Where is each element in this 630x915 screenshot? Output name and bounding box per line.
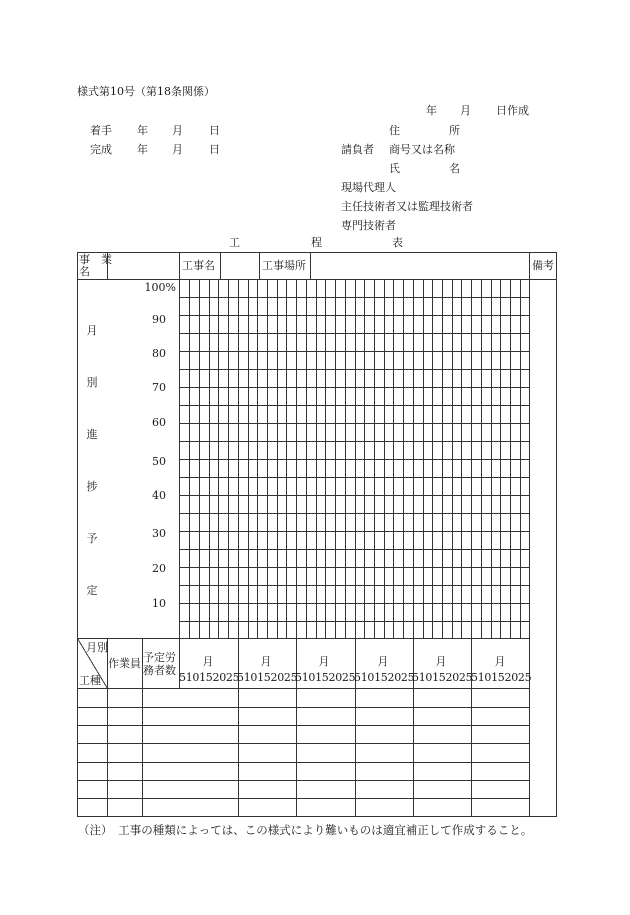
- day-numbers: 510152025: [354, 671, 415, 684]
- planned-label-line1: 予定労: [143, 651, 176, 664]
- side-label-char: 月: [86, 324, 98, 337]
- form-number: 様式第10号（第18条関係）: [77, 85, 215, 98]
- side-label-char: 進: [86, 428, 98, 441]
- start-month: 月: [172, 124, 183, 137]
- y-tick-label: 20: [152, 562, 166, 575]
- work-place-label: 工事場所: [262, 259, 306, 272]
- address-label-1: 住: [389, 124, 400, 137]
- project-label-line1: 事 業: [79, 253, 112, 266]
- address-label-2: 所: [449, 124, 460, 137]
- date-year: 年: [426, 104, 437, 117]
- date-month: 月: [460, 104, 471, 117]
- y-tick-label: 10: [152, 597, 166, 610]
- company-label: 商号又は名称: [389, 143, 455, 156]
- side-label-char: 捗: [86, 480, 98, 493]
- month-by-label: 月別: [86, 641, 108, 654]
- day-numbers: 510152025: [237, 671, 298, 684]
- finish-label: 完成: [90, 143, 112, 156]
- name-label-1: 氏: [389, 162, 400, 175]
- side-label-char: 別: [86, 376, 98, 389]
- date-made: 日作成: [496, 104, 529, 117]
- work-name-label: 工事名: [182, 259, 215, 272]
- day-numbers: 510152025: [412, 671, 473, 684]
- day-numbers: 510152025: [179, 671, 240, 684]
- y-tick-label: 90: [152, 313, 166, 326]
- name-label-2: 名: [449, 162, 460, 175]
- start-label: 着手: [90, 124, 112, 137]
- month-label: 月: [202, 655, 214, 668]
- side-label-char: 定: [86, 584, 98, 597]
- month-label: 月: [377, 655, 389, 668]
- start-year: 年: [137, 124, 148, 137]
- planned-label-line2: 務者数: [143, 664, 176, 677]
- footnote: （注） 工事の種類によっては、この様式により難いものは適宜補正して作成すること。: [78, 823, 533, 837]
- month-label: 月: [260, 655, 272, 668]
- project-label-line2: 名: [79, 265, 90, 278]
- title-char-3: 表: [392, 236, 403, 249]
- start-day: 日: [209, 124, 220, 137]
- y-tick-label: 30: [152, 527, 166, 540]
- trade-label: 工種: [79, 674, 101, 687]
- specialist-label: 専門技術者: [341, 219, 396, 232]
- title-char-2: 程: [311, 236, 322, 249]
- y-tick-label: 40: [152, 489, 166, 502]
- site-agent-label: 現場代理人: [341, 181, 396, 194]
- side-label-char: 予: [86, 532, 98, 545]
- workers-label: 作業員: [108, 657, 141, 670]
- chief-engineer-label: 主任技術者又は監理技術者: [341, 200, 473, 213]
- y-tick-label: 80: [152, 347, 166, 360]
- title-char-1: 工: [229, 236, 240, 249]
- finish-month: 月: [172, 143, 183, 156]
- month-label: 月: [318, 655, 330, 668]
- y-tick-label: 100%: [144, 281, 176, 294]
- day-numbers: 510152025: [295, 671, 356, 684]
- y-tick-label: 50: [152, 455, 166, 468]
- day-numbers: 510152025: [471, 671, 532, 684]
- y-tick-label: 60: [152, 416, 166, 429]
- contractor-label: 請負者: [341, 143, 374, 156]
- month-label: 月: [494, 655, 506, 668]
- finish-day: 日: [209, 143, 220, 156]
- month-label: 月: [435, 655, 447, 668]
- remarks-label: 備考: [532, 259, 554, 272]
- day-gridlines: [190, 280, 521, 817]
- progress-gridlines: [180, 298, 530, 622]
- finish-year: 年: [137, 143, 148, 156]
- y-tick-label: 70: [152, 381, 166, 394]
- lower-table-lines: [78, 708, 530, 799]
